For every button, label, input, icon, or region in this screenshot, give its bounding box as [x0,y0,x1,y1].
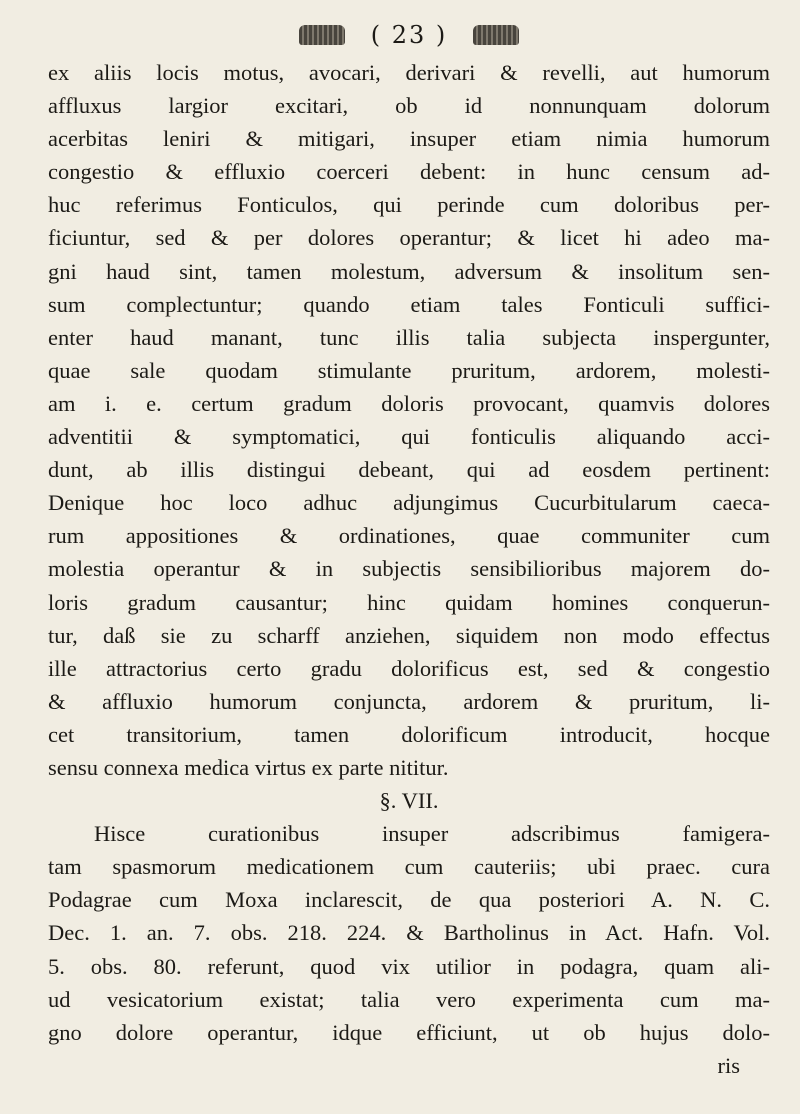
text-line: Dec. 1. an. 7. obs. 218. 224. & Bartholinus in Act. Hafn. Vol. [48,920,770,946]
page-header [48,18,770,52]
text-line: quae sale quodam stimulante pruritum, ardorem, molesti- [48,357,770,383]
page-number: ( 23 ) [370,21,448,49]
text-line: sum complectuntur; quando etiam tales Fonticuli suffici- [48,291,770,317]
ornament-right-icon [473,25,519,45]
text-line: huc referimus Fonticulos, qui perinde cum doloribus per- [48,192,770,218]
text-line: molestia operantur & in subjectis sensibilioribus majorem do- [48,556,770,582]
text-line: rum appositiones & ordinationes, quae communiter cum [48,523,770,549]
body-text [48,56,770,1082]
text-line: Podagrae cum Moxa inclarescit, de qua posteriori A. N. C. [48,887,770,913]
text-line: congestio & effluxio coerceri debent: in hunc censum ad- [48,159,770,185]
text-line: tam spasmorum medicationem cum cauteriis; ubi praec. cura [48,854,770,880]
text-line: ud vesicatorium existat; talia vero experimenta cum ma- [48,986,770,1012]
text-line: cet transitorium, tamen dolorificum introducit, hocque [48,721,770,747]
text-line: am i. e. certum gradum doloris provocant, quamvis dolores [48,390,770,416]
text-line: dunt, ab illis distingui debeant, qui ad eosdem pertinent: [48,457,770,483]
text-line: ille attractorius certo gradu dolorificus est, sed & congestio [48,655,770,681]
text-line: acerbitas leniri & mitigari, insuper etiam nimia humorum [48,126,770,152]
text-line: tur, daß sie zu scharff anziehen, siquidem non modo effectus [48,622,770,648]
text-line: & affluxio humorum conjuncta, ardorem & pruritum, li- [48,688,770,714]
ornament-left-icon [299,25,345,45]
text-line: Denique hoc loco adhuc adjungimus Cucurbitularum caeca- [48,490,770,516]
text-line: sensu connexa medica virtus ex parte nititur. [48,754,449,780]
text-line: loris gradum causantur; hinc quidam homines conquerun- [48,589,770,615]
text-line: affluxus largior excitari, ob id nonnunquam dolorum [48,93,770,119]
catchword: ris [717,1052,740,1078]
text-line: enter haud manant, tunc illis talia subjecta inspergunter, [48,324,770,350]
text-line: Hisce curationibus insuper adscribimus famigera- [94,821,770,847]
section-heading: §. VII. [379,788,439,814]
text-line: gni haud sint, tamen molestum, adversum & insolitum sen- [48,258,770,284]
text-line: 5. obs. 80. referunt, quod vix utilior in podagra, quam ali- [48,953,770,979]
text-line: gno dolore operantur, idque efficiunt, ut ob hujus dolo- [48,1019,770,1045]
text-line: adventitii & symptomatici, qui fonticulis aliquando acci- [48,424,770,450]
text-line: ficiuntur, sed & per dolores operantur; & licet hi adeo ma- [48,225,770,251]
text-line: ex aliis locis motus, avocari, derivari & revelli, aut humorum [48,60,770,85]
